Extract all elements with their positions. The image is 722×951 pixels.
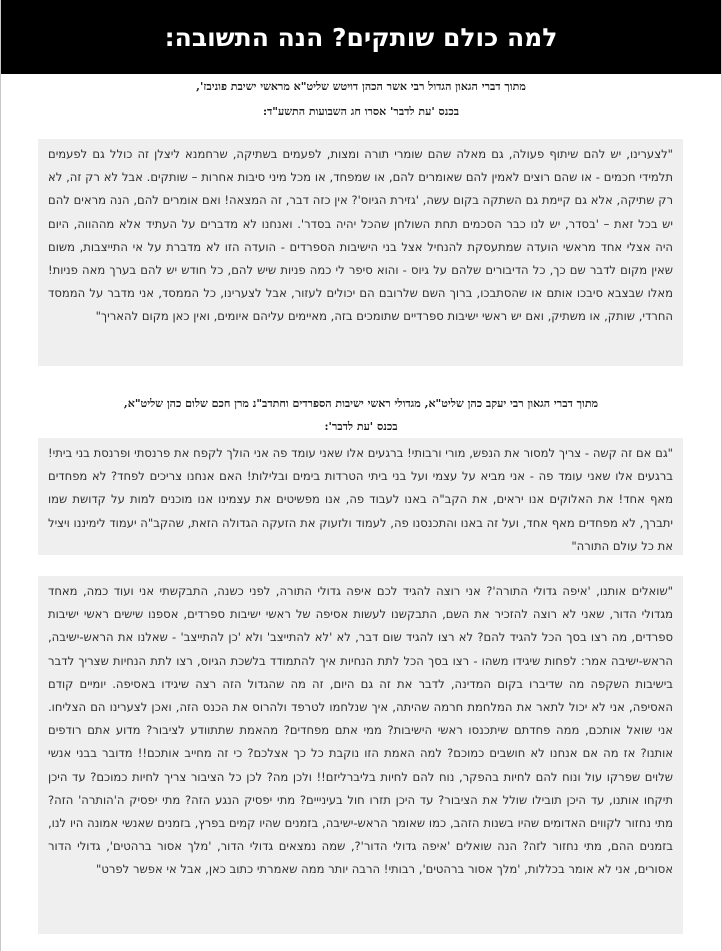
section1-caption-line2: בכנס 'עת לדבר' אסרו חג השבועות התשע"ד: (262, 105, 460, 118)
section3-quote: "שואלים אותנו, 'איפה גדולי התורה'? אני רוצה להגיד לכם איפה גדולי התורה, לפני כשנה, התבקשתי אני ועוד כמה, מאחד מגדולי הדור, שאני לא רוצה להזכיר את השם, התבקשנו לעשות אסיפה של ראשי ישיבות ספרדים, אספנו שישים ראשי ישיבות ספרדים, מה רצו בסך הכל להגיד להם? לא רצו להגיד שום דבר, לא 'לא להתייצב' ולא 'כן להתייצב' - שאלנו את הראש-ישיבה, הראש-ישיבה אמר: לפחות שיגידו משהו - רצו בסך הכל לתת הנחיות איך להתמודד בלשכת הגיוס, רצו לתת הנחיות שצריך לדבר בישיבות השקפה מה שדיברו בקום המדינה, לדבר את זה גם היום, זה מה שהגדול הזה רצה שיגידו באסיפה. יומיים קודם האסיפה, אני לא יכול לתאר את המלחמת חרמה שהיתה, איך שנלחמו לטרפד ולהרוס את הכנס הזה, ואכן לצערינו הם הצליחו. אני שואל אותכם, ממה פחדתם שיתכנסו ראשי הישיבות? ממי אתם מפחדים? מהאמת שתתוודע לציבור? מדוע אתם רודפים אותנו? אז מה אם אנחנו לא חושבים כמוכם? למה האמת הזו נוקבת כל כך אצלכם? כי זה מחייב אותכם!! מדובר בבני אנשי שלוים שפרקו עול ונוח להם לחיות בהפקר, נוח להם לחיות בליברליזם!! ולכן מה? לכן כל הציבור צריך לחיות כמוכם? עד היכן תיקחו אותנו, עד היכן תובילו שולל את הציבור? עד היכן תזרו חול בעינייים? מתי יפסיק הנגע הזה? מתי יפסיק ה'הותרה' הזה? מתי נחזור לקווים האדומים שהיו בשנות הזהב, כמו שאומר הראש-ישיבה, בזמנים שהיו קמים בפרץ, בזמנים שאנשי אמונה היו לנו, בזמנים ההם, מתי נחזור לזה? הנה שואלים 'איפה גדולי הדור'?, שמה נמצאים גדולי הדור, 'מלך אסור ברהטים', גדולי הדור אסורים, אני לא אומר בכללות, 'מלך אסור ברהטים', רבותי! הרבה יותר ממה שאמרתי כתוב כאן, אבל אי אפשר לפרט" (38, 576, 683, 934)
section2-quote: "גם אם זה קשה - צריך למסור את הנפש, מורי ורבותי! ברגעים אלו שאני עומד פה אני הולך לקפח את פרנסתי ופרנסת בני ביתי! ברגעים אלו שאני עומד פה - אני מביא על עצמי ועל בני ביתי הטרדות בימים ובלילות! האם אנחנו צריכים לפחד? לא מפחדים מאף אחד! את האלוקים אנו יראים, את הקב"ה באנו לעבוד פה, אנו מפשיטים את עצמינו אנו מוכנים למות על קדושת שמו יתברך, לא מפחדים מאף אחד, ועל זה באנו והתכנסנו פה, לעמוד ולזעוק את הזעקה הגדולה הזאת, שהקב"ה יעמוד לימיננו ויציל את כל עולם התורה" (38, 438, 683, 555)
section2-caption-line2: בכנס 'עת לדבר': (324, 420, 398, 433)
section1-caption-line1: מתוך דברי הגאון הגדול רבי אשר הכהן דויטש שליט"א מראשי ישיבת פוניבז', (196, 80, 526, 93)
title-banner (1, 0, 721, 74)
section2-caption-line1: מתוך דברי הגאון רבי יעקב כהן שליט"א, מגדולי ראשי ישיבות הספרדים וחתדב"נ מרן חכם שלום כהן שליט"א, (123, 397, 599, 410)
section1-quote: "לצערינו, יש להם שיתוף פעולה, גם מאלה שהם שומרי תורה ומצות, לפעמים בשתיקה, שרחמנא ליצלן זה כולל גם לפעמים תלמידי חכמים - או שהם רוצים לאמין להם שאומרים להם, או שמפחד, או מכל מיני סיבות אחרות – שותקים. אבל לא רק זה, לא רק שתיקה, אלא גם קיימת גם השתקה בקום עשה, 'גזירת הגיוס'? אין כזה דבר, זה המצאה! ואם אומרים להם, הנה מראים להם יש בכל זאת – 'בסדר, יש לנו כבר הסכמים תחת השולחן שהכל יהיה בסדר'. ואנחנו לא מדברים על העתיד אלא מההווה, היום היה אצלי אחד מראשי הועדה שמתעסקת להנחיל אצל בני הישיבות הספרדים - הועדה הזו לא מדברת על אי התייצבות, משום שאין מקום לדבר שם כך, כל הדיבורים שלהם על גיוס - והוא סיפר לי כמה פניות שיש להם, כל חודש יש להם בערך מאה פניות! מאלו שבצבא סיבכו אותם או שהסתבכו, ברוך השם שלרובם הם יכולים לעזור, אבל לצערינו, כל הממסד, אני מדבר על הממסד החרדי, שותק, או משתיק, ואם יש ראשי ישיבות ספרדיים שתומכים בזה, מאיימים עליהם איומים, ואין כאן מקום להאריך" (38, 139, 683, 366)
page-title: למה כולם שותקים? הנה התשובה: (164, 22, 558, 52)
